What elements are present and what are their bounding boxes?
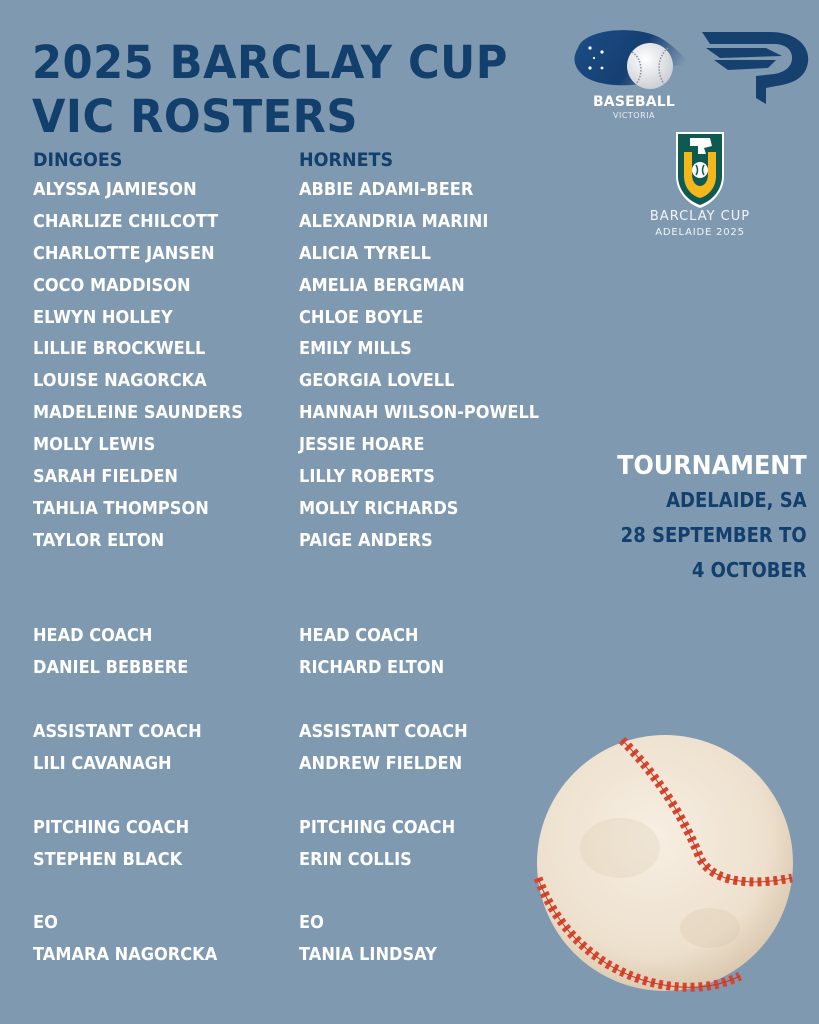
dingoes-pitching-coach xyxy=(33,812,206,876)
player-name: LILLY ROBERTS xyxy=(299,466,435,488)
player-name: COCO MADDISON xyxy=(33,274,191,296)
tournament-info xyxy=(600,449,807,588)
hornets-head-coach xyxy=(299,620,460,684)
page-title xyxy=(32,36,508,144)
player-name: MADELEINE SAUNDERS xyxy=(33,402,243,424)
hornets-pitching-coach xyxy=(299,812,472,876)
staff-role: ASSISTANT COACH xyxy=(299,721,468,742)
staff-role: HEAD COACH xyxy=(33,625,153,646)
player-name: ABBIE ADAMI-BEER xyxy=(299,179,474,200)
staff-name: RICHARD ELTON xyxy=(299,657,445,678)
staff-name: LILI CAVANAGH xyxy=(33,753,172,774)
staff-role: HEAD COACH xyxy=(299,625,419,646)
tournament-location: ADELAIDE, SA xyxy=(666,488,807,512)
dingoes-eo xyxy=(33,907,238,971)
player-name: AMELIA BERGMAN xyxy=(299,274,465,296)
staff-name: ERIN COLLIS xyxy=(299,849,412,870)
staff-role: ASSISTANT COACH xyxy=(33,721,202,742)
player-name: ALICIA TYRELL xyxy=(299,242,431,264)
player-name: ALYSSA JAMIESON xyxy=(33,179,197,200)
winged-p-logo xyxy=(700,28,812,108)
player-name: MOLLY LEWIS xyxy=(33,434,156,456)
player-name: HANNAH WILSON-POWELL xyxy=(299,402,540,424)
player-name: MOLLY RICHARDS xyxy=(299,497,459,519)
staff-role: EO xyxy=(299,912,324,933)
title-line-1: 2025 BARCLAY CUP xyxy=(32,36,508,89)
player-name: CHARLIZE CHILCOTT xyxy=(33,210,219,232)
baseball-victoria-logo xyxy=(570,26,698,126)
player-name: LOUISE NAGORCKA xyxy=(33,370,207,392)
winged-p-icon xyxy=(700,28,812,108)
barclay-cup-logo-main: BARCLAY CUP xyxy=(649,209,751,224)
tournament-dates-start: 28 SEPTEMBER TO xyxy=(621,523,807,547)
staff-name: TAMARA NAGORCKA xyxy=(33,944,218,965)
player-name: CHLOE BOYLE xyxy=(299,306,424,328)
staff-name: TANIA LINDSAY xyxy=(299,944,437,965)
player-name: ALEXANDRIA MARINI xyxy=(299,210,489,232)
staff-role: PITCHING COACH xyxy=(299,817,456,838)
hornets-roster xyxy=(299,148,566,557)
player-name: JESSIE HOARE xyxy=(299,434,425,456)
player-name: SARAH FIELDEN xyxy=(33,466,178,488)
baseball-victoria-logo-sub: VICTORIA xyxy=(613,111,655,120)
baseball-icon xyxy=(530,728,800,993)
team-name-dingoes: DINGOES xyxy=(33,149,123,171)
title-line-2: VIC ROSTERS xyxy=(32,90,358,143)
player-name: ELWYN HOLLEY xyxy=(33,306,173,328)
barclay-cup-shield-icon xyxy=(640,124,760,210)
staff-name: STEPHEN BLACK xyxy=(33,849,183,870)
baseball-victoria-logo-main: BASEBALL xyxy=(592,94,676,110)
barclay-cup-logo-sub: ADELAIDE 2025 xyxy=(655,227,745,238)
tournament-dates-end: 4 OCTOBER xyxy=(692,558,807,582)
staff-name: ANDREW FIELDEN xyxy=(299,753,463,774)
hornets-eo xyxy=(299,907,452,971)
dingoes-assistant-coach xyxy=(33,716,220,780)
baseball-victoria-emblem-icon xyxy=(570,26,698,96)
team-name-hornets: HORNETS xyxy=(299,149,394,171)
dingoes-head-coach xyxy=(33,620,206,684)
baseball-image xyxy=(530,728,800,993)
tournament-heading: TOURNAMENT xyxy=(617,451,807,481)
player-name: TAYLOR ELTON xyxy=(33,529,165,551)
player-name: PAIGE ANDERS xyxy=(299,529,433,551)
hornets-assistant-coach xyxy=(299,716,486,780)
player-name: LILLIE BROCKWELL xyxy=(33,338,206,360)
player-name: EMILY MILLS xyxy=(299,338,412,360)
staff-role: EO xyxy=(33,912,58,933)
player-name: CHARLOTTE JANSEN xyxy=(33,242,215,264)
staff-role: PITCHING COACH xyxy=(33,817,190,838)
dingoes-roster xyxy=(33,148,266,557)
player-name: TAHLIA THOMPSON xyxy=(33,497,209,519)
barclay-cup-logo xyxy=(640,124,760,246)
player-name: GEORGIA LOVELL xyxy=(299,370,455,392)
staff-name: DANIEL BEBBERE xyxy=(33,657,189,678)
